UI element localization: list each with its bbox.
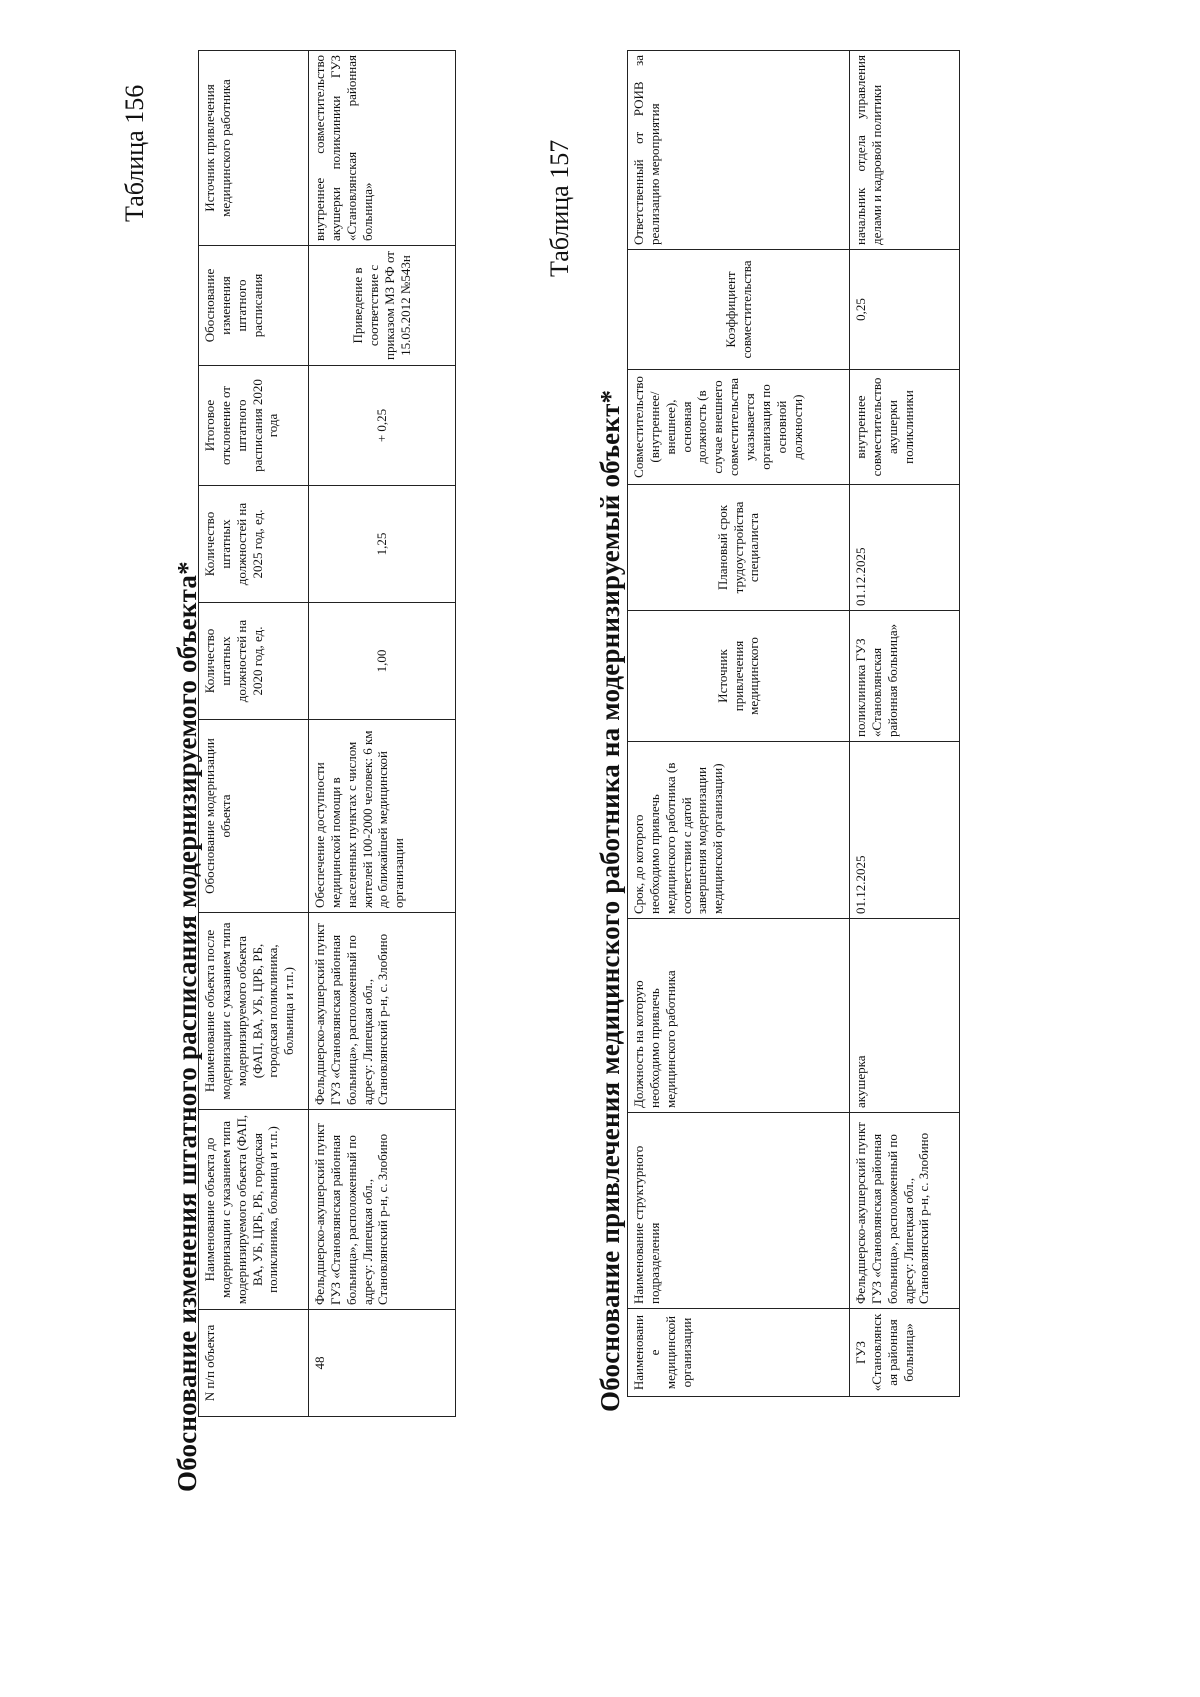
table-cell: Приведение в соответствие с приказом МЗ РФ от 15.05.2012 №543н bbox=[309, 246, 456, 366]
header-cell: Количество штатных должностей на 2025 год, ед. bbox=[199, 486, 309, 603]
table-cell: ГУЗ «Становлянская районная больница» bbox=[850, 1309, 960, 1397]
header-cell: Ответственный от РОИВ за реализацию мероприятия bbox=[628, 51, 850, 250]
table-cell: внутреннее совместительство акушерки поликлиники ГУЗ «Становлянская районная больница» bbox=[309, 51, 456, 246]
table-cell: акушерка bbox=[850, 919, 960, 1113]
header-cell: Должность на которую необходимо привлечь медицинского работника bbox=[628, 919, 850, 1113]
table-cell: 01.12.2025 bbox=[850, 485, 960, 611]
table-cell: 0,25 bbox=[850, 250, 960, 370]
header-cell: Наименование объекта после модернизации с указанием типа модернизируемого объекта (ФАП, ВА, УБ, ЦРБ, РБ, городская поликлиника, больница и т.п.) bbox=[199, 913, 309, 1110]
table-cell: внутреннее совместительство акушерки поликлиники bbox=[850, 370, 960, 485]
table-cell: поликлиника ГУЗ «Становлянская районная больница» bbox=[850, 611, 960, 742]
header-cell: Плановый срок трудоустройства специалиста bbox=[628, 485, 850, 611]
table-156-data-row bbox=[309, 51, 456, 1417]
table-cell: Обеспечение доступности медицинской помощи в населенных пунктах с числом жителей 100-2000 человек: 6 км до ближайшей медицинской организации bbox=[309, 720, 456, 913]
table-156-title: Обоснование изменения штатного расписания модернизируемого объекта* bbox=[172, 561, 202, 1492]
table-cell: начальник отдела управления делами и кадровой политики bbox=[850, 51, 960, 250]
header-cell: Совместительство (внутреннее/внешнее), основная должность (в случае внешнего совместительства указывается организация по основной должности) bbox=[628, 370, 850, 485]
header-cell: Источник привлечения медицинского работника bbox=[199, 51, 309, 246]
table-cell: 01.12.2025 bbox=[850, 742, 960, 919]
table-156-header-row bbox=[199, 51, 309, 1417]
header-cell: Количество штатных должностей на 2020 год, ед. bbox=[199, 603, 309, 720]
table-157-data-row bbox=[850, 51, 960, 1397]
table-cell: Фельдшерско-акушерский пункт ГУЗ «Становлянская районная больница», расположенный по адресу: Липецкая обл., Становлянский р-н, с. Злобино bbox=[309, 913, 456, 1110]
header-cell: Наименование медицинской организации bbox=[628, 1309, 850, 1397]
header-cell: Источник привлечения медицинского bbox=[628, 611, 850, 742]
table-157-header-row bbox=[628, 51, 850, 1397]
header-cell: Наименование структурного подразделения bbox=[628, 1113, 850, 1309]
table-157 bbox=[627, 50, 960, 1397]
table-cell: 1,25 bbox=[309, 486, 456, 603]
header-cell: Коэффициент совместительства bbox=[628, 250, 850, 370]
header-cell: Обоснование модернизации объекта bbox=[199, 720, 309, 913]
table-cell: 1,00 bbox=[309, 603, 456, 720]
table-157-number: Таблица 157 bbox=[545, 139, 574, 277]
table-156-number: Таблица 156 bbox=[120, 84, 149, 222]
table-cell: + 0,25 bbox=[309, 366, 456, 486]
header-cell: Наименование объекта до модернизации с указанием типа модернизируемого объекта (ФАП, ВА, УБ, ЦРБ, РБ, городская поликлиника, больница и т.п.) bbox=[199, 1110, 309, 1310]
header-cell: Обоснование изменения штатного расписания bbox=[199, 246, 309, 366]
table-157-title: Обоснование привлечения медицинского работника на модернизируемый объект* bbox=[595, 389, 625, 1412]
table-cell: Фельдшерско-акушерский пункт ГУЗ «Становлянская районная больница», расположенный по адресу: Липецкая обл., Становлянский р-н, с. Злобино bbox=[850, 1113, 960, 1309]
header-cell: Итоговое отклонение от штатного расписания 2020 года bbox=[199, 366, 309, 486]
table-cell: Фельдшерско-акушерский пункт ГУЗ «Становлянская районная больница», расположенный по адресу: Липецкая обл., Становлянский р-н, с. Злобино bbox=[309, 1110, 456, 1310]
header-cell: Срок, до которого необходимо привлечь медицинского работника (в соответствии с датой завершения модернизации медицинской организации) bbox=[628, 742, 850, 919]
table-156 bbox=[198, 50, 456, 1417]
table-cell: 48 bbox=[309, 1310, 456, 1417]
header-cell: N п/п объекта bbox=[199, 1310, 309, 1417]
